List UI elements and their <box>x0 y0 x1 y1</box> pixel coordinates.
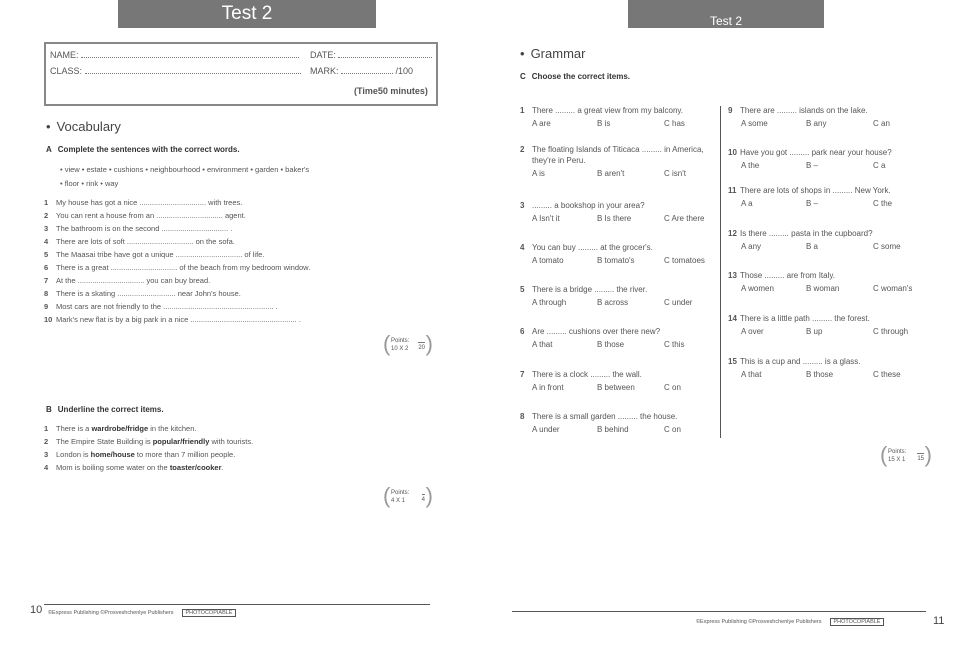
answer-option[interactable]: A in front <box>532 383 564 392</box>
question-number: 7 <box>520 370 525 379</box>
question-number: 5 <box>520 285 525 294</box>
answer-option[interactable]: B between <box>597 383 635 392</box>
answer-option[interactable]: C these <box>873 370 901 379</box>
item-text-post: with tourists. <box>209 437 254 446</box>
question-line: There ......... a great view from my balcony. <box>532 106 684 115</box>
answer-option[interactable]: C under <box>664 298 693 307</box>
answer-option[interactable]: B behind <box>597 425 629 434</box>
item-number: 3 <box>44 450 49 459</box>
question-line: There is a little path ......... the forest. <box>740 314 870 323</box>
question-line: There are ......... islands on the lake. <box>740 106 868 115</box>
time-limit: (Time50 minutes) <box>354 86 428 96</box>
underline-item[interactable] <box>44 437 253 446</box>
vocab-item[interactable] <box>44 224 232 233</box>
points-box-a: ( Points: 10 X 2 20 ) <box>383 331 433 356</box>
section-c-instruction: C Choose the correct items. <box>520 72 631 81</box>
question-number: 3 <box>520 201 525 210</box>
answer-option[interactable]: A that <box>532 340 553 349</box>
answer-option[interactable]: A is <box>532 169 545 178</box>
question-number: 12 <box>728 229 737 238</box>
answer-option[interactable]: C some <box>873 242 901 251</box>
class-label: CLASS: <box>50 66 83 76</box>
question-line: There is a bridge ......... the river. <box>532 285 648 294</box>
answer-option[interactable]: C isn't <box>664 169 686 178</box>
answer-option[interactable]: B those <box>806 370 834 379</box>
student-info-box <box>44 42 438 106</box>
right-footer-rule <box>512 611 926 612</box>
question-number: 1 <box>520 106 525 115</box>
word-bank-line-2: • floor • rink • way <box>60 179 119 188</box>
question-line: You can buy ......... at the grocer's. <box>532 243 653 252</box>
vocab-item[interactable] <box>44 263 310 272</box>
question-text <box>520 243 653 252</box>
answer-option[interactable]: A under <box>532 425 560 434</box>
item-text: Mark's new flat is by a big park in a nice ................................................... . <box>56 315 301 324</box>
question-text <box>728 186 891 195</box>
question-line: they're in Peru. <box>532 156 586 165</box>
answer-option[interactable]: C on <box>664 425 681 434</box>
choice-pair[interactable]: popular/friendly <box>152 437 210 446</box>
item-number: 1 <box>44 424 49 433</box>
question-number: 4 <box>520 243 525 252</box>
item-text: Most cars are not friendly to the ..................................................... . <box>56 302 278 311</box>
answer-option[interactable]: A any <box>741 242 762 251</box>
left-page-number: 10 <box>30 604 43 616</box>
answer-option[interactable]: B – <box>806 161 819 170</box>
item-text-post: . <box>221 463 224 472</box>
question-line: There is a small garden ......... the house. <box>532 412 678 421</box>
name-field[interactable] <box>50 50 299 60</box>
item-number: 7 <box>44 276 49 285</box>
question-line: Is there ......... pasta in the cupboard? <box>740 229 873 238</box>
answer-option[interactable]: B any <box>806 119 827 128</box>
answer-option[interactable]: A a <box>741 199 753 208</box>
answer-option[interactable]: C through <box>873 327 909 336</box>
item-text: There is a skating ............................ near John's house. <box>56 289 241 298</box>
question-number: 8 <box>520 412 525 421</box>
right-page-number: 11 <box>933 615 945 627</box>
answer-option[interactable]: C has <box>664 119 685 128</box>
question-number: 2 <box>520 145 525 154</box>
item-number: 1 <box>44 198 49 207</box>
right-page-banner: Test 2 <box>628 0 824 28</box>
question-text <box>728 148 892 157</box>
question-number: 14 <box>728 314 737 323</box>
question-text <box>728 357 861 366</box>
item-number: 6 <box>44 263 49 272</box>
answer-option[interactable]: B – <box>806 199 819 208</box>
question-text <box>520 201 645 210</box>
underline-item[interactable] <box>44 424 197 433</box>
answer-option[interactable]: B tomato's <box>597 256 635 265</box>
question-text <box>520 145 704 154</box>
answer-option[interactable]: C an <box>873 119 890 128</box>
choice-pair[interactable]: wardrobe/fridge <box>91 424 149 433</box>
vocab-item[interactable] <box>44 289 241 298</box>
answer-option[interactable]: B woman <box>806 284 840 293</box>
answer-option[interactable]: A women <box>741 284 774 293</box>
answer-option[interactable]: A Isn't it <box>532 214 560 223</box>
vocab-item[interactable] <box>44 198 242 207</box>
question-text <box>520 327 660 336</box>
question-number: 11 <box>728 186 737 195</box>
question-line: There is a clock ......... the wall. <box>532 370 642 379</box>
question-text <box>520 106 683 115</box>
answer-option[interactable]: C a <box>873 161 886 170</box>
word-bank-line-1: • view • estate • cushions • neighbourhood • environment • garden • baker's <box>60 165 310 174</box>
item-number: 4 <box>44 463 49 472</box>
question-line: ......... a bookshop in your area? <box>532 201 645 210</box>
answer-option[interactable]: A are <box>532 119 551 128</box>
question-text <box>520 285 647 294</box>
column-divider <box>720 106 721 438</box>
underline-item[interactable] <box>44 450 235 459</box>
item-text: My house has got a nice ................................ with trees. <box>56 198 243 207</box>
question-text <box>532 156 586 165</box>
answer-option[interactable]: B Is there <box>597 214 632 223</box>
mark-field[interactable] <box>310 66 413 76</box>
mark-label: MARK: <box>310 66 339 76</box>
answer-option[interactable]: B a <box>806 242 819 251</box>
vocab-item[interactable] <box>44 211 246 220</box>
answer-option[interactable]: A the <box>741 161 760 170</box>
answer-option[interactable]: A through <box>532 298 567 307</box>
section-a-instruction: A Complete the sentences with the correct words. <box>46 145 240 154</box>
answer-option[interactable]: C on <box>664 383 681 392</box>
question-line: This is a cup and ......... is a glass. <box>740 357 861 366</box>
question-number: 15 <box>728 357 737 366</box>
item-text: The Maasai tribe have got a unique ................................ of life. <box>56 250 265 259</box>
vocab-item[interactable] <box>44 315 301 324</box>
vocab-item[interactable] <box>44 302 278 311</box>
question-text <box>728 314 870 323</box>
left-footer-rule <box>44 604 430 605</box>
answer-option[interactable]: C Are there <box>664 214 705 223</box>
bullet-icon: • <box>520 46 525 61</box>
answer-option[interactable]: C this <box>664 340 685 349</box>
item-text: There is a great ................................ of the beach from my bedroom window. <box>56 263 311 272</box>
answer-option[interactable]: B those <box>597 340 625 349</box>
question-text <box>520 370 642 379</box>
item-number: 8 <box>44 289 49 298</box>
item-number: 10 <box>44 315 53 324</box>
item-text-post: in the kitchen. <box>148 424 197 433</box>
section-b-instruction: B Underline the correct items. <box>46 405 164 414</box>
question-line: Are ......... cushions over there new? <box>532 327 661 336</box>
question-number: 6 <box>520 327 525 336</box>
item-number: 2 <box>44 211 49 220</box>
item-text: You can rent a house from an ................................ agent. <box>56 211 246 220</box>
question-line: The floating Islands of Titicaca ......... in America, <box>532 145 704 154</box>
answer-option[interactable]: C the <box>873 199 893 208</box>
item-text-pre: London is <box>56 450 91 459</box>
answer-option[interactable]: A tomato <box>532 256 564 265</box>
item-text: At the ................................ you can buy bread. <box>56 276 211 285</box>
question-line: Have you got ......... park near your house? <box>740 148 892 157</box>
answer-option[interactable]: B aren't <box>597 169 625 178</box>
vocab-item[interactable] <box>44 276 210 285</box>
item-text: There are lots of soft ................................ on the sofa. <box>56 237 235 246</box>
answer-option[interactable]: A some <box>741 119 768 128</box>
item-text: The bathroom is on the second ................................ . <box>56 224 233 233</box>
left-footer: ©Express Publishing ©Prosveshchenlye Publishers PHOTOCOPIABLE <box>48 610 236 616</box>
item-number: 3 <box>44 224 49 233</box>
question-number: 13 <box>728 271 737 280</box>
answer-option[interactable]: B is <box>597 119 611 128</box>
points-box-c: ( Points: 15 X 1 15 ) <box>880 442 932 467</box>
mark-total: /100 <box>395 66 414 76</box>
item-text-pre: Mom is boiling some water on the <box>56 463 170 472</box>
item-number: 4 <box>44 237 49 246</box>
answer-option[interactable]: B across <box>597 298 629 307</box>
question-text <box>728 106 868 115</box>
bullet-icon: • <box>46 119 51 134</box>
item-number: 2 <box>44 437 49 446</box>
question-line: Those ......... are from Italy. <box>740 271 835 280</box>
vocabulary-heading: • Vocabulary <box>46 119 121 134</box>
item-number: 5 <box>44 250 49 259</box>
item-text-post: to more than 7 million people. <box>134 450 236 459</box>
vocab-item[interactable] <box>44 237 235 246</box>
question-number: 9 <box>728 106 733 115</box>
choice-pair[interactable]: home/house <box>90 450 135 459</box>
underline-item[interactable] <box>44 463 224 472</box>
answer-option[interactable]: A that <box>741 370 762 379</box>
name-label: NAME: <box>50 50 79 60</box>
vocab-item[interactable] <box>44 250 264 259</box>
left-page-banner: Test 2 <box>118 0 376 28</box>
grammar-heading: • Grammar <box>520 46 586 61</box>
class-field[interactable] <box>50 66 301 76</box>
question-line: There are lots of shops in ......... New York. <box>740 186 891 195</box>
item-number: 9 <box>44 302 49 311</box>
answer-option[interactable]: C woman's <box>873 284 913 293</box>
answer-option[interactable]: B up <box>806 327 823 336</box>
choice-pair[interactable]: toaster/cooker <box>169 463 222 472</box>
answer-option[interactable]: A over <box>741 327 764 336</box>
answer-option[interactable]: C tomatoes <box>664 256 705 265</box>
question-text <box>520 412 677 421</box>
item-text-pre: The Empire State Building is <box>56 437 153 446</box>
date-label: DATE: <box>310 50 336 60</box>
item-text-pre: There is a <box>56 424 92 433</box>
right-footer: ©Express Publishing ©Prosveshchenlye Publishers PHOTOCOPIABLE <box>696 619 884 625</box>
date-field[interactable] <box>310 50 432 60</box>
points-box-b: ( Points: 4 X 1 4 ) <box>383 483 433 508</box>
question-text <box>728 271 835 280</box>
question-text <box>728 229 873 238</box>
question-number: 10 <box>728 148 737 157</box>
